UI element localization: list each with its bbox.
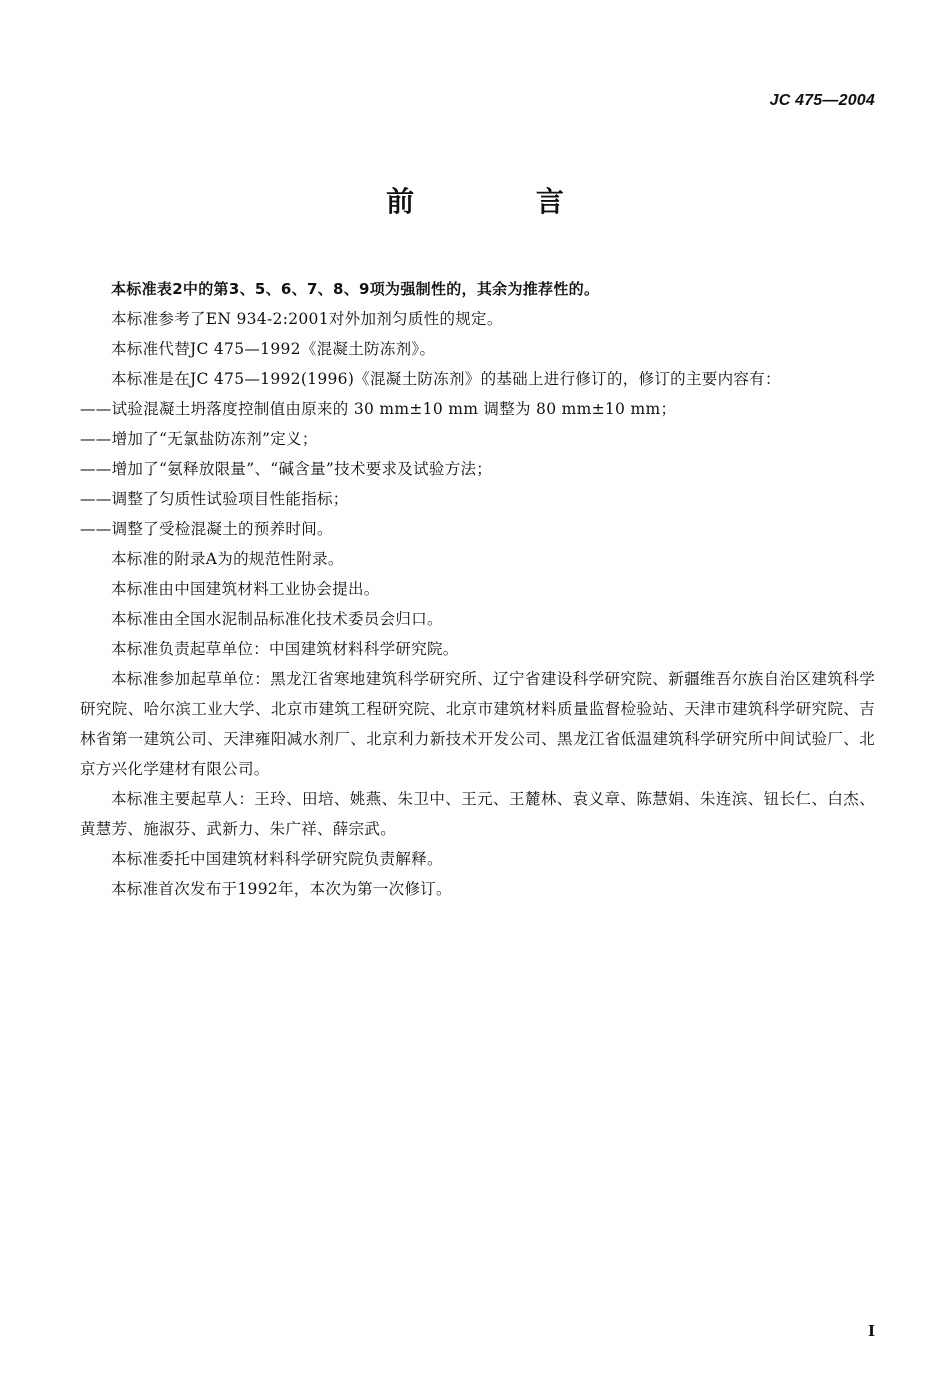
history-paragraph: 本标准首次发布于1992年，本次为第一次修订。	[111, 880, 452, 898]
main-drafters-paragraph: 本标准主要起草人：王玲、田培、姚燕、朱卫中、王元、王麓林、袁义章、陈慧娟、朱连滨、钮长仁、白杰、黄慧芳、施淑芬、武新力、朱广祥、薛宗武。	[80, 790, 875, 838]
page-title: 前 言	[386, 185, 620, 218]
change-item: ——试验混凝土坍落度控制值由原来的 30 mm±10 mm 调整为 80 mm±10 mm；	[80, 400, 677, 418]
change-item: ——调整了受检混凝土的预养时间。	[80, 520, 333, 538]
reference-paragraph: 本标准参考了EN 934-2:2001对外加剂匀质性的规定。	[111, 310, 503, 328]
change-item: ——增加了“无氯盐防冻剂”定义；	[80, 430, 318, 448]
lead-drafter-paragraph: 本标准负责起草单位：中国建筑材料科学研究院。	[111, 640, 459, 658]
change-item: ——增加了“氨释放限量”、“碱含量”技术要求及试验方法；	[80, 460, 493, 478]
page-number: I	[867, 1322, 875, 1340]
revision-intro-paragraph: 本标准是在JC 475—1992(1996)《混凝土防冻剂》的基础上进行修订的，修订的主要内容有：	[111, 370, 781, 388]
proposed-by-paragraph: 本标准由中国建筑材料工业协会提出。	[111, 580, 380, 598]
interpretation-paragraph: 本标准委托中国建筑材料科学研究院负责解释。	[111, 850, 443, 868]
mandatory-clause: 本标准表2中的第3、5、6、7、8、9项为强制性的，其余为推荐性的。	[111, 280, 600, 298]
document-id: JC 475—2004	[769, 92, 875, 109]
managed-by-paragraph: 本标准由全国水泥制品标准化技术委员会归口。	[111, 610, 443, 628]
change-item: ——调整了匀质性试验项目性能指标；	[80, 490, 349, 508]
appendix-paragraph: 本标准的附录A为的规范性附录。	[111, 550, 344, 568]
foreword-body	[80, 274, 875, 904]
replaces-paragraph: 本标准代替JC 475—1992《混凝土防冻剂》。	[111, 340, 436, 358]
participating-drafters-paragraph: 本标准参加起草单位：黑龙江省寒地建筑科学研究所、辽宁省建设科学研究院、新疆维吾尔族自治区建筑科学研究院、哈尔滨工业大学、北京市建筑工程研究院、北京市建筑材料质量监督检验站、天津市建筑科学研究院、吉林省第一建筑公司、天津雍阳减水剂厂、北京利力新技术开发公司、黑龙江省低温建筑科学研究所中间试验厂、北京方兴化学建材有限公司。	[80, 670, 875, 778]
